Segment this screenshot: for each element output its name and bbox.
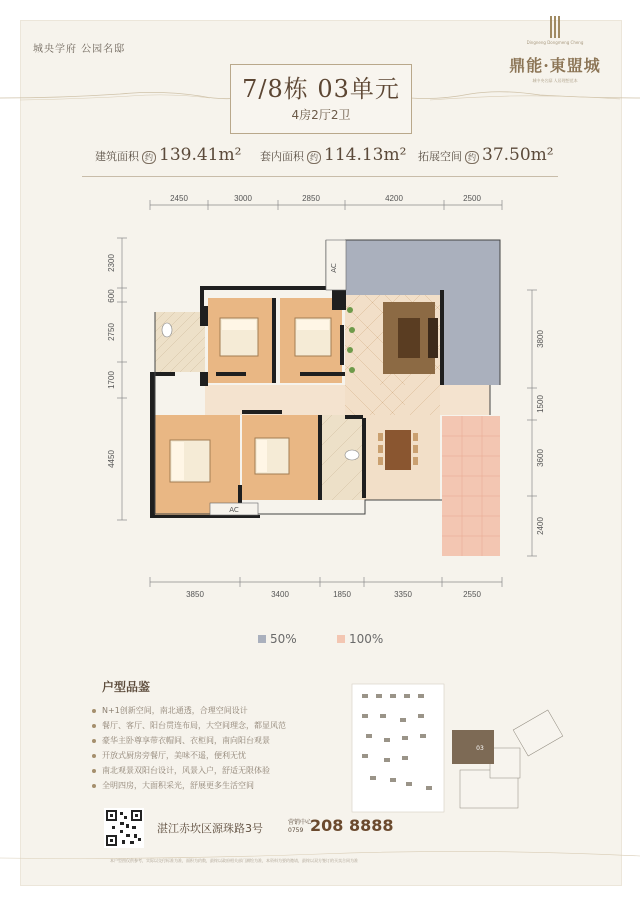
dim-top: 2500 [463, 194, 481, 203]
approx-badge: 约 [465, 151, 479, 164]
dim-right: 2400 [536, 517, 545, 535]
feature-text: 全明四房，大面积采光，舒展更多生活空间 [102, 781, 254, 790]
dim-top: 4200 [385, 194, 403, 203]
dim-bottom: 2550 [463, 590, 481, 599]
south-balcony [442, 416, 500, 556]
bed-icon [295, 318, 331, 356]
legend-label: 100% [349, 632, 384, 646]
internal-area-label: 套内面积 [260, 150, 304, 163]
legend-swatch-peach [337, 635, 345, 643]
hotline-label: 营销中心 [288, 819, 313, 826]
bullet-icon [92, 754, 96, 758]
gross-area-value: 139.41m² [159, 145, 242, 165]
dim-left: 600 [107, 289, 116, 303]
phone-prefix: 0759 [288, 827, 304, 834]
dim-left: 4450 [107, 450, 116, 468]
dim-bottom: 3350 [394, 590, 412, 599]
legend-swatch-grey [258, 635, 266, 643]
dim-top: 2850 [302, 194, 320, 203]
gross-area-label: 建筑面积 [95, 150, 139, 163]
dim-top: 3000 [234, 194, 252, 203]
dim-left: 2750 [107, 323, 116, 341]
dim-right: 3800 [536, 330, 545, 348]
logo-small-text: Dingneng Dongmeng Cheng [526, 40, 584, 45]
disclaimer: 本户型图仅供参考，实际以交付标准为准，面积为约数，最终以政府相关部门测绘为准，本资料为要约邀请，最终以双方签订的买卖合同为准 [110, 858, 358, 863]
list-item [92, 703, 342, 718]
dim-left: 1700 [107, 371, 116, 389]
dim-right: 3600 [536, 449, 545, 467]
unit-title: 7/8栋 03单元 [242, 75, 400, 103]
list-item [92, 778, 342, 793]
bullet-icon [92, 769, 96, 773]
legend-item-100 [337, 632, 383, 646]
bathroom-1 [155, 312, 205, 372]
site-map-panel [352, 684, 444, 812]
hotline-block [288, 819, 312, 835]
dim-top: 2450 [170, 194, 188, 203]
feature-text: 南北观景双阳台设计，风景入户，舒适无限体验 [102, 766, 270, 775]
phone-number[interactable]: 208 8888 [310, 816, 394, 835]
extended-area-label: 拓展空间 [418, 150, 462, 163]
internal-area-value: 114.13m² [324, 145, 407, 165]
wave-decoration-bottom-icon [0, 848, 640, 862]
feature-heading: 户型品鉴 [102, 680, 151, 694]
feature-text: 豪华主卧尊享带衣帽间、衣柜间，南向阳台观景 [102, 736, 270, 745]
list-item [92, 748, 342, 763]
ac-label: AC [330, 263, 338, 273]
ac-label: AC [229, 506, 239, 514]
feature-text: N+1创新空间，南北通透，合理空间设计 [102, 706, 248, 715]
extended-area-value: 37.50m² [482, 145, 554, 165]
bed-icon [170, 440, 210, 482]
bullet-icon [92, 709, 96, 713]
qr-code-icon [104, 808, 144, 848]
site-key-map [340, 678, 578, 828]
logo-name: 鼎能·東盟城 [509, 56, 601, 75]
list-item [92, 733, 342, 748]
bullet-icon [92, 784, 96, 788]
dim-bottom: 1850 [333, 590, 351, 599]
approx-badge: 约 [142, 151, 156, 164]
dim-right: 1500 [536, 395, 545, 413]
bullet-icon [92, 724, 96, 728]
bed-icon [220, 318, 258, 356]
feature-list [92, 678, 342, 793]
legend-label: 50% [270, 632, 297, 646]
slogan: 城央学府 公园名邸 [33, 44, 126, 55]
unit-layout: 4房2厅2卫 [291, 108, 351, 122]
qr-code [104, 808, 144, 848]
dim-bottom: 3400 [271, 590, 289, 599]
approx-badge: 约 [307, 151, 321, 164]
unit-marker-label: 03 [476, 745, 484, 752]
sofa-set-icon [383, 302, 438, 374]
highlighted-unit [452, 730, 494, 764]
logo-tagline: 城中央名邸 人居理想范本 [532, 78, 578, 83]
address: 湛江赤坎区源珠路3号 [157, 822, 263, 835]
list-item [92, 718, 342, 733]
bullet-icon [92, 739, 96, 743]
dim-left: 2300 [107, 254, 116, 272]
bed-icon [255, 438, 289, 474]
dim-bottom: 3850 [186, 590, 204, 599]
feature-text: 餐厅、客厅、阳台贯连布局，大空间理念，都显风范 [102, 721, 286, 730]
legend-item-50 [258, 632, 297, 646]
list-item [92, 763, 342, 778]
feature-text: 开放式厨房旁餐厅，美味不遥，便利无忧 [102, 751, 246, 760]
